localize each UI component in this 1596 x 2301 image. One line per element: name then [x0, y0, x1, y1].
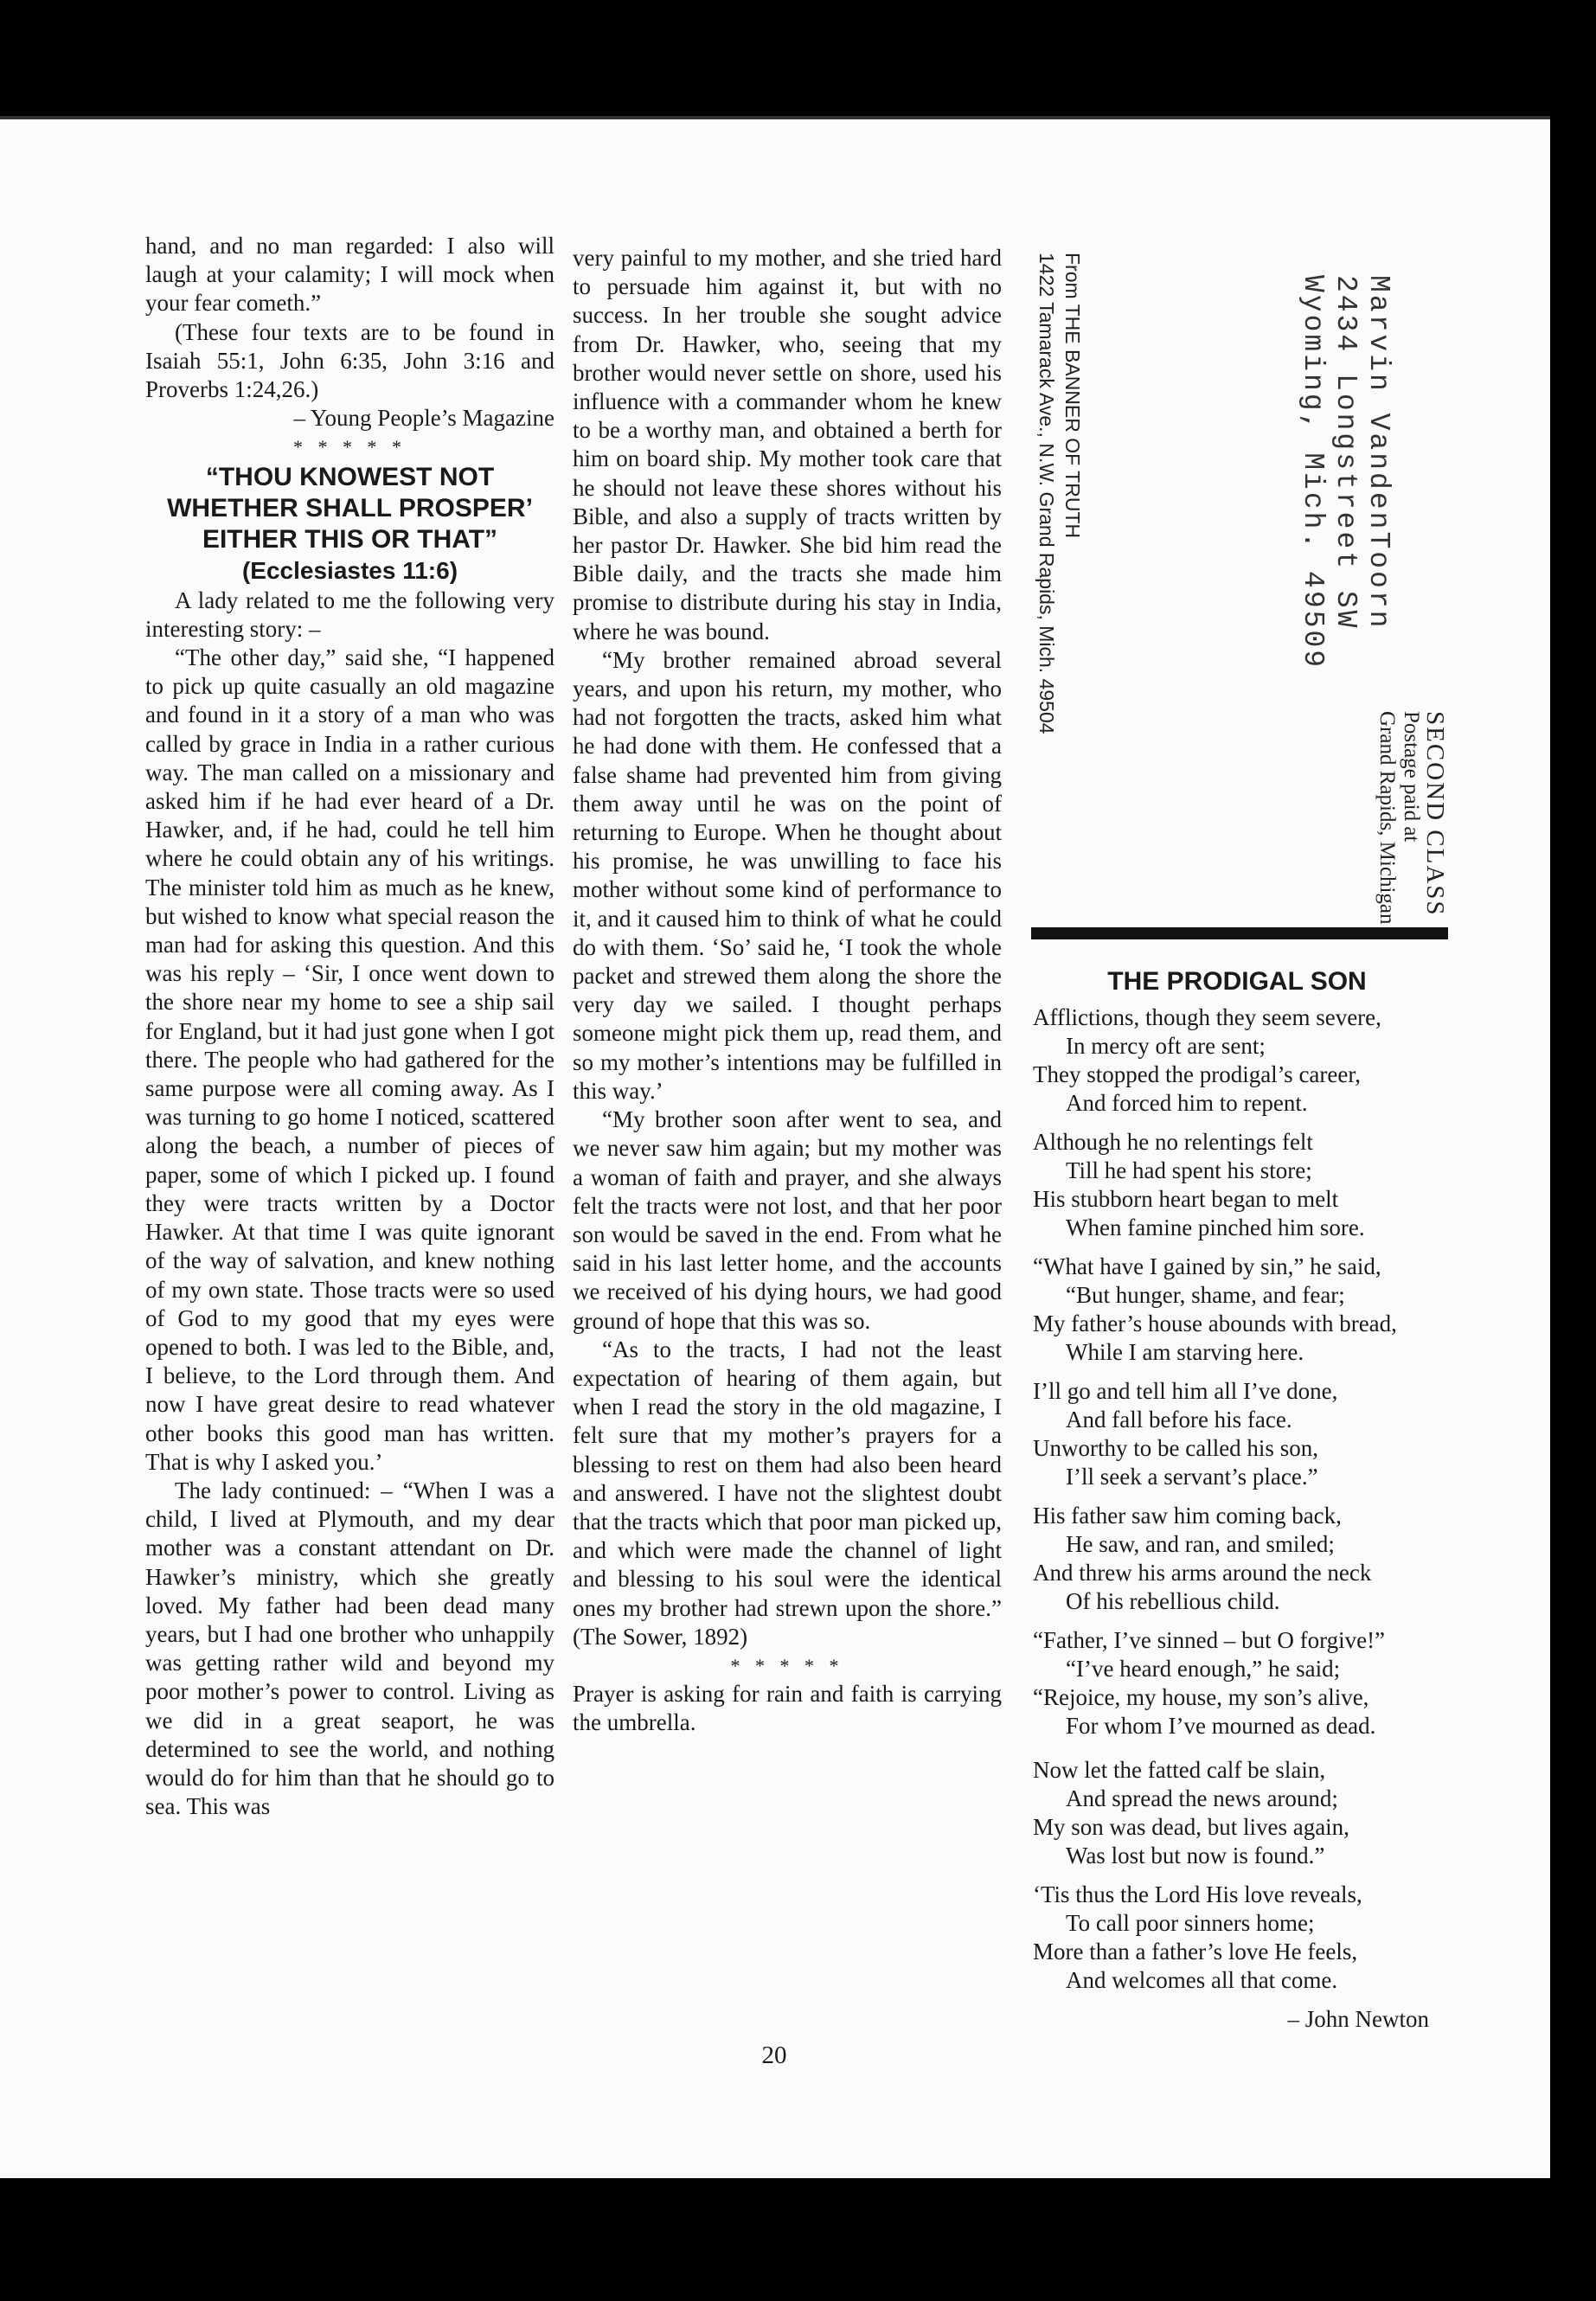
- paragraph: very painful to my mother, and she tried hard to persuade him against it, but with no success. In her trouble she sought advice from Dr. Hawker, who, seeing that my brother would never settle on shore, used his influence with a commander whom he knew to be a worthy man, and obtained a berth for him on board ship. My mother took care that he should not leave these shores without his Bible, and also a supply of tracts written by her pastor Dr. Hawker. She bid him read the Bible daily, and the tracts she made him promise to distribute during his stay in India, where he was bound.: [573, 245, 1002, 644]
- mailing-address-label: [1296, 275, 1394, 670]
- poem-line: Was lost but now is found.”: [1066, 1843, 1325, 1868]
- poem-line: And fall before his face.: [1066, 1407, 1292, 1433]
- column-left: [145, 232, 554, 1821]
- poem-stanza: [1033, 1003, 1448, 1118]
- paragraph: “My brother soon after went to sea, and we never saw him again; but my mother was a woman of faith and prayer, and she always felt the tracts were not lost, and that her poor son would be saved in the end. From what he said in his last letter home, and the accounts we received of his dying hours, we had good ground of hope that this was so.: [573, 1106, 1002, 1334]
- poem-line: Of his rebellious child.: [1066, 1588, 1280, 1614]
- poem-line: His stubborn heart began to melt: [1033, 1186, 1339, 1212]
- separator-stars: * * * * *: [293, 436, 407, 458]
- poem-line: “Father, I’ve sinned – but O forgive!”: [1033, 1627, 1386, 1653]
- poem-line: Although he no relentings felt: [1033, 1129, 1313, 1155]
- paragraph: hand, and no man regarded: I also will laugh at your calamity; I will mock when your fear cometh.”: [145, 233, 554, 317]
- poem-line: They stopped the prodigal’s career,: [1033, 1061, 1362, 1087]
- poem-stanza: [1033, 1377, 1448, 1491]
- poem-line: “But hunger, shame, and fear;: [1066, 1282, 1345, 1308]
- scan-border-right: [1550, 116, 1596, 2183]
- poem-line: For whom I’ve mourned as dead.: [1066, 1713, 1376, 1739]
- page-number: 20: [761, 2041, 787, 2069]
- scan-border-top: [0, 0, 1596, 119]
- poem-line: And welcomes all that come.: [1066, 1967, 1338, 1993]
- return-address: [1034, 253, 1086, 734]
- postage-city: Grand Rapids, Michigan: [1375, 711, 1399, 925]
- paragraph: (These four texts are to be found in Isaiah 55:1, John 6:35, John 3:16 and Proverbs 1:24,26.): [145, 318, 554, 403]
- paragraph: The lady continued: – “When I was a child, I lived at Plymouth, and my dear mother was a constant attendant on Dr. Hawker’s ministry, which she greatly loved. My father had been dead many years, but I had one brother who unhappily was getting rather wild and beyond my poor mother’s power to control. Living as we did in a great seaport, he was determined to see the world, and nothing would do for him than that he should go to sea. This was: [145, 1477, 554, 1820]
- postage-note: Postage paid at: [1400, 711, 1423, 843]
- poem-line: While I am starving here.: [1066, 1339, 1304, 1365]
- return-address-line: 1422 Tamarack Ave., N.W. Grand Rapids, Mich. 49504: [1035, 253, 1058, 734]
- poem-line: And forced him to repent.: [1066, 1090, 1308, 1116]
- poem-line: To call poor sinners home;: [1066, 1910, 1315, 1936]
- poem-line: ‘Tis thus the Lord His love reveals,: [1033, 1881, 1362, 1907]
- poem-stanza: [1033, 1881, 1448, 1995]
- postage-class: SECOND CLASS: [1421, 711, 1449, 917]
- poem: [1033, 1003, 1448, 2034]
- poem-stanza: [1033, 1502, 1448, 1616]
- recipient-name: Marvin VandenToorn: [1362, 275, 1394, 631]
- poem-stanza: [1033, 1128, 1448, 1242]
- paragraph: “My brother remained abroad several years, and upon his return, my mother, who had not forgotten the tracts, asked him what he had done with them. He confessed that a false shame had prevented him from giving them away until he was on the point of returning to Europe. When he thought about his promise, he was unwilling to face his mother without some kind of performance to it, and it caused him to think of what he could do with them. ‘So’ said he, ‘I took the whole packet and strewed them along the shore the very day we sailed. I thought perhaps someone might pick them up, read them, and so my mother’s intentions may be fulfilled in this way.’: [573, 646, 1002, 1104]
- scan-border-bottom: [0, 2178, 1596, 2301]
- poem-line: And threw his arms around the neck: [1033, 1560, 1372, 1586]
- poem-line: In mercy oft are sent;: [1066, 1033, 1266, 1059]
- article-title: “THOU KNOWEST NOT WHETHER SHALL PROSPER’ EITHER THIS OR THAT”: [167, 462, 533, 554]
- return-address-line: From THE BANNER OF TRUTH: [1061, 253, 1084, 539]
- poem-line: More than a father’s love He feels,: [1033, 1939, 1358, 1965]
- paragraph: A lady related to me the following very interesting story: –: [145, 586, 554, 642]
- poem-line: Unworthy to be called his son,: [1033, 1435, 1318, 1461]
- poem-line: His father saw him coming back,: [1033, 1503, 1342, 1529]
- separator-stars: * * * * *: [730, 1654, 844, 1676]
- recipient-city: Wyoming, Mich. 49509: [1297, 275, 1329, 670]
- source-credit: – Young People’s Magazine: [293, 405, 554, 432]
- poem-line: “I’ve heard enough,” he said;: [1066, 1656, 1341, 1682]
- poem-line: I’ll seek a servant’s place.”: [1066, 1464, 1318, 1490]
- poem-line: And spread the news around;: [1066, 1785, 1338, 1811]
- poem-line: My son was dead, but lives again,: [1033, 1814, 1349, 1840]
- postage-indicia: [1375, 711, 1447, 924]
- poem-line: Afflictions, though they seem severe,: [1033, 1004, 1381, 1030]
- paragraph: “As to the tracts, I had not the least expectation of hearing of them again, but when I read the story in the old magazine, I felt sure that my mother’s prayers for a blessing to rest on them had also been heard and answered. I have not the slightest doubt that the tracts which that poor man picked up, and which were made the channel of light and blessing to his soul were the identical ones my brother had strewn upon the shore.” (The Sower, 1892): [573, 1336, 1002, 1650]
- recipient-street: 2434 Longstreet SW: [1330, 275, 1362, 631]
- poem-line: Now let the fatted calf be slain,: [1033, 1757, 1326, 1783]
- column-middle: [573, 244, 1002, 1738]
- poem-line: When famine pinched him sore.: [1066, 1215, 1365, 1240]
- poem-stanza: [1033, 1626, 1448, 1740]
- poem-line: My father’s house abounds with bread,: [1033, 1311, 1397, 1336]
- scripture-reference: (Ecclesiastes 11:6): [241, 556, 458, 584]
- poem-title: THE PRODIGAL SON: [1107, 967, 1367, 996]
- poem-line: “What have I gained by sin,” he said,: [1033, 1253, 1381, 1279]
- poem-line: He saw, and ran, and smiled;: [1066, 1531, 1335, 1557]
- poem-stanza: [1033, 1253, 1448, 1367]
- poem-author: – John Newton: [1287, 2006, 1429, 2032]
- poem-stanza: [1033, 1756, 1448, 1870]
- poem-line: “Rejoice, my house, my son’s alive,: [1033, 1684, 1369, 1710]
- divider-rule: [1031, 927, 1448, 939]
- poem-line: I’ll go and tell him all I’ve done,: [1033, 1378, 1338, 1404]
- poem-line: Till he had spent his store;: [1066, 1157, 1312, 1183]
- paragraph: “The other day,” said she, “I happened to pick up quite casually an old magazine and found in it a story of a man who was called by grace in India in a rather curious way. The man called on a missionary and asked him if he had ever heard of a Dr. Hawker, and, if he had, could he tell him where he could obtain any of his writings. The minister told him as much as he knew, but wished to know what special reason the man had for asking this question. And this was his reply – ‘Sir, I once went down to the shore near my home to see a ship sail for England, but it had just gone when I got there. The people who had gathered for the same purpose were all coming away. As I was turning to go home I noticed, scattered along the beach, a number of pieces of paper, some of which I picked up. I found they were tracts written by a Doctor Hawker. At that time I was quite ignorant of the way of salvation, and knew nothing of my own state. Those tracts were so used of God to my good that my eyes were opened to both. I was led to the Bible, and, I believe, to the Lord through them. And now I have great desire to read whatever other books this good man has written. That is why I asked you.’: [145, 644, 554, 1475]
- quote: Prayer is asking for rain and faith is carrying the umbrella.: [573, 1681, 1002, 1736]
